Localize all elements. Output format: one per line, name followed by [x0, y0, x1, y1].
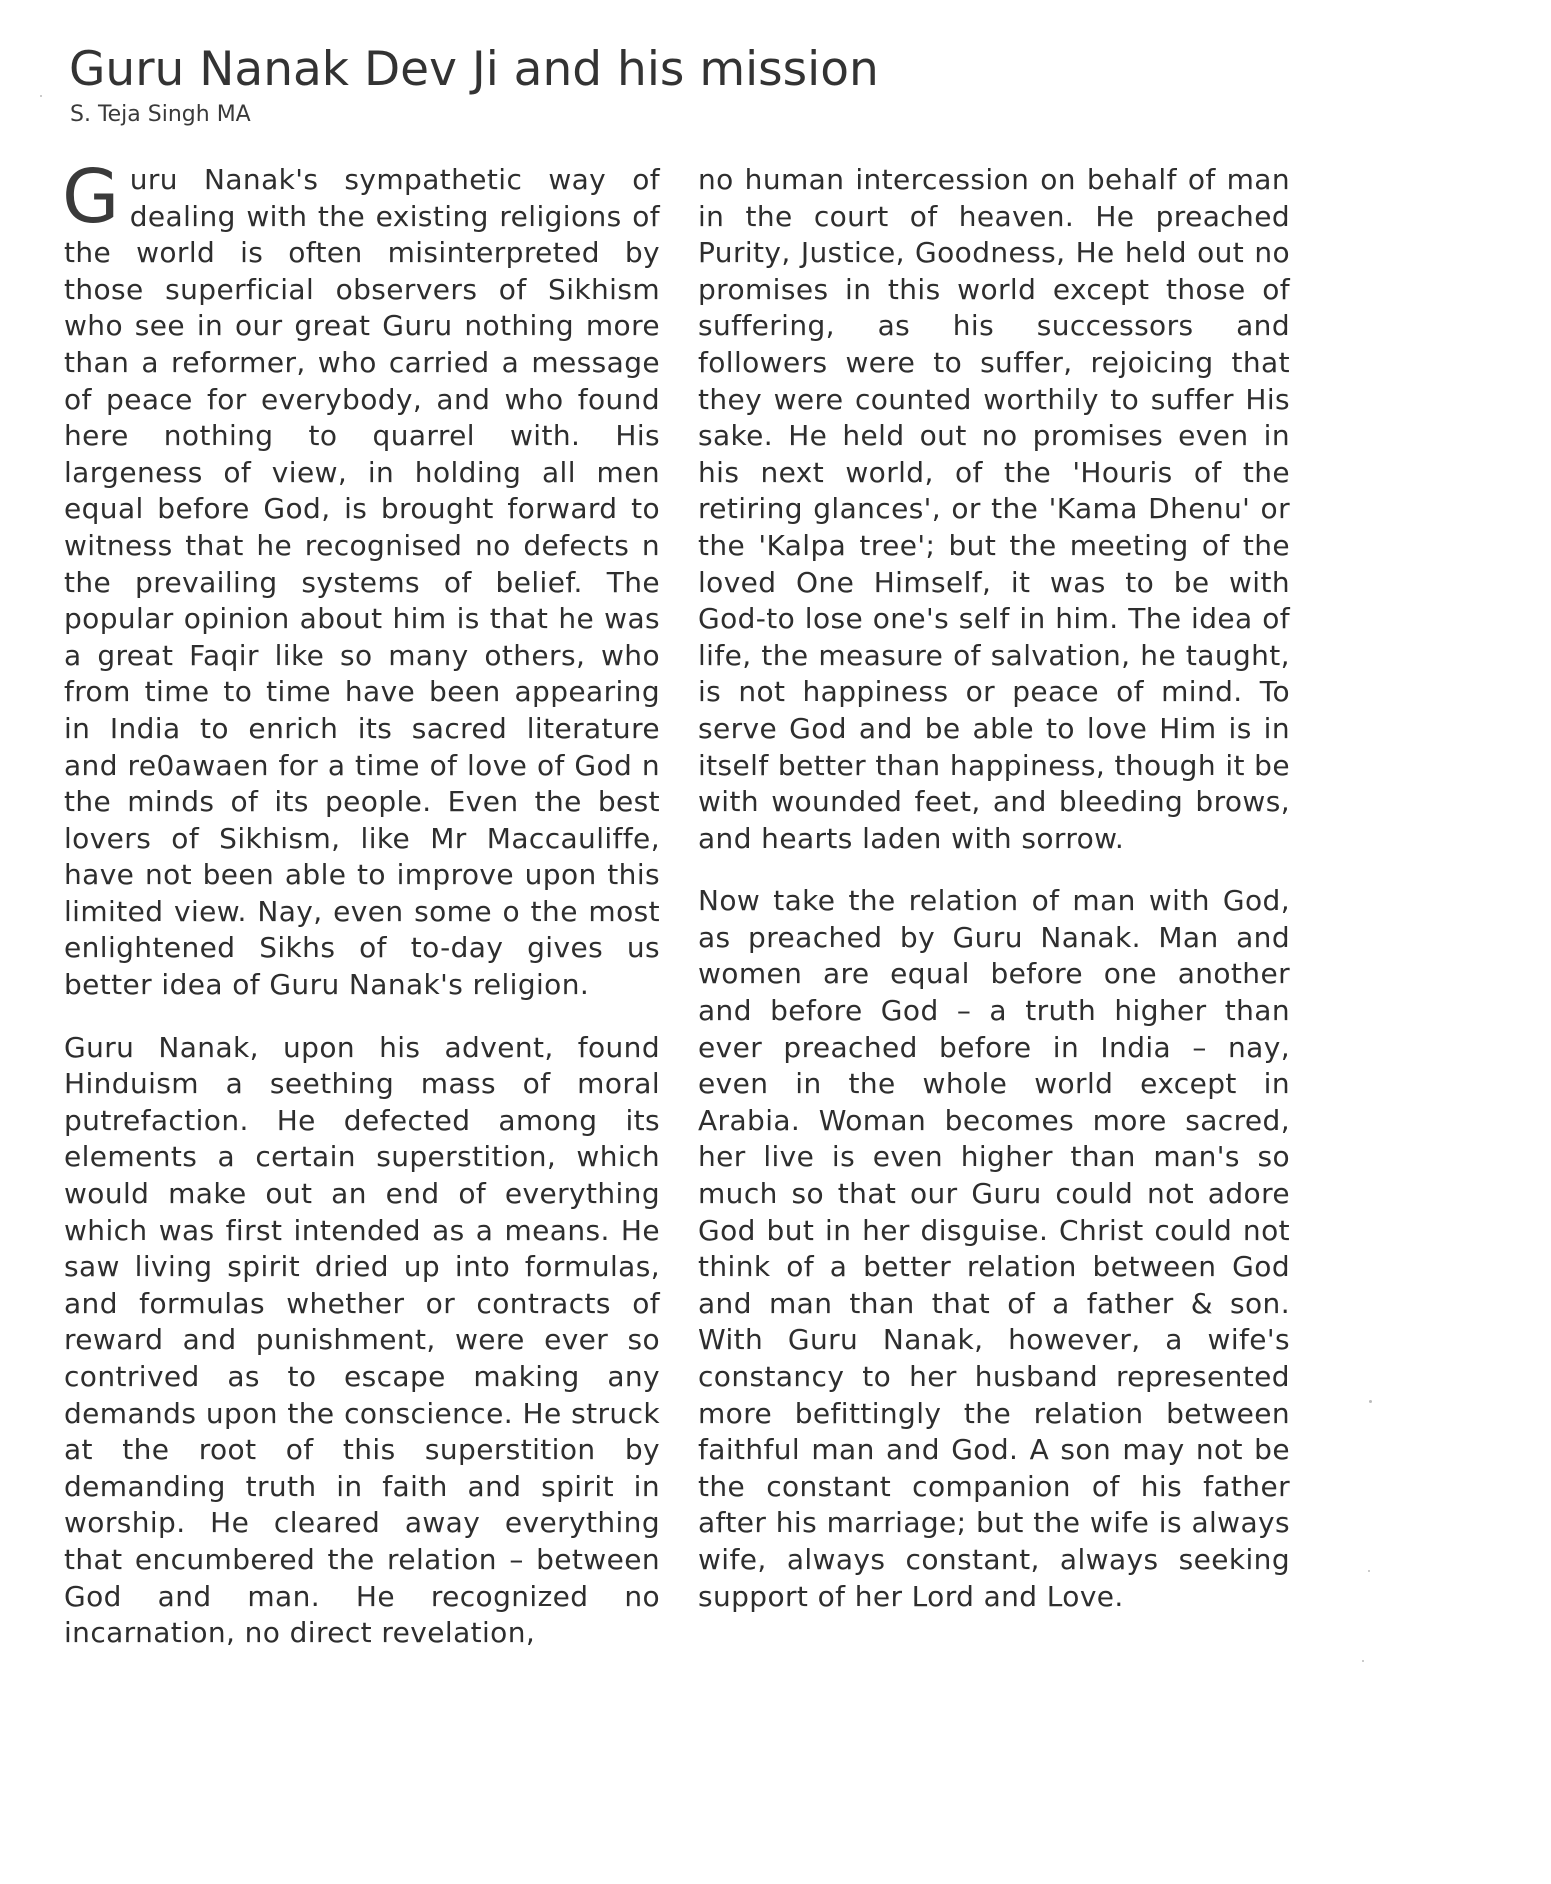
scan-speck	[1362, 1660, 1364, 1662]
scan-speck	[1368, 1570, 1370, 1572]
right-column	[698, 162, 1290, 1641]
paragraph: Now take the relation of man with God, as preached by Guru Nanak. Man and women are equal before one another and before God – a truth higher than ever preached before in India – nay, even in the whole world except in Arabia. Woman becomes more sacred, her live is even higher than man's so much so that our Guru could not adore God but in her disguise. Christ could not think of a better relation between God and man than that of a father & son. With Guru Nanak, however, a wife's constancy to her husband represented more befittingly the relation between faithful man and God. A son may not be the constant companion of his father after his marriage; but the wife is always wife, always constant, always seeking support of her Lord and Love.	[698, 884, 1290, 1613]
left-column	[62, 154, 660, 1678]
scan-speck	[1369, 1400, 1372, 1403]
article-author: S. Teja Singh MA	[70, 102, 251, 127]
paragraph	[62, 154, 660, 1004]
paragraph: Guru Nanak, upon his advent, found Hinduism a seething mass of moral putrefaction. He defected among its elements a certain superstition, which would make out an end of everything which was first intended as a means. He saw living spirit dried up into formulas, and formulas whether or contracts of reward and punishment, were ever so contrived as to escape making any demands upon the conscience. He struck at the root of this superstition by demanding truth in faith and spirit in worship. He cleared away everything that encumbered the relation – between God and man. He recognized no incarnation, no direct revelation,	[64, 1030, 660, 1650]
paragraph-text: uru Nanak's sympathetic way of dealing with the existing religions of the world is often misinterpreted by those superficial observers of Sikhism who see in our great Guru nothing more than a reformer, who carried a message of peace for everybody, and who found here nothing to quarrel with. His largeness of view, in holding all men equal before God, is brought forward to witness that he recognised no defects n the prevailing systems of belief. The popular opinion about him is that he was a great Faqir like so many others, who from time to time have been appearing in India to enrich its sacred literature and re0awaen for a time of love of God n the minds of its people. Even the best lovers of Sikhism, like Mr Maccauliffe, have not been able to improve upon this limited view. Nay, even some o the most enlightened Sikhs of to-day gives us better idea of Guru Nanak's religion.	[64, 163, 660, 1002]
paragraph: no human intercession on behalf of man in the court of heaven. He preached Purity, Justice, Goodness, He held out no promises in this world except those of suffering, as his successors and followers were to suffer, rejoicing that they were counted worthily to suffer His sake. He held out no promises even in his next world, of the 'Houris of the retiring glances', or the 'Kama Dhenu' or the 'Kalpa tree'; but the meeting of the loved One Himself, it was to be with God-to lose one's self in him. The idea of life, the measure of salvation, he taught, is not happiness or peace of mind. To serve God and be able to love Him is in itself better than happiness, though it be with wounded feet, and bleeding brows, and hearts laden with sorrow.	[698, 163, 1290, 855]
drop-cap: G	[62, 154, 120, 240]
article-title: Guru Nanak Dev Ji and his mission	[69, 42, 879, 97]
scan-speck	[40, 95, 42, 97]
